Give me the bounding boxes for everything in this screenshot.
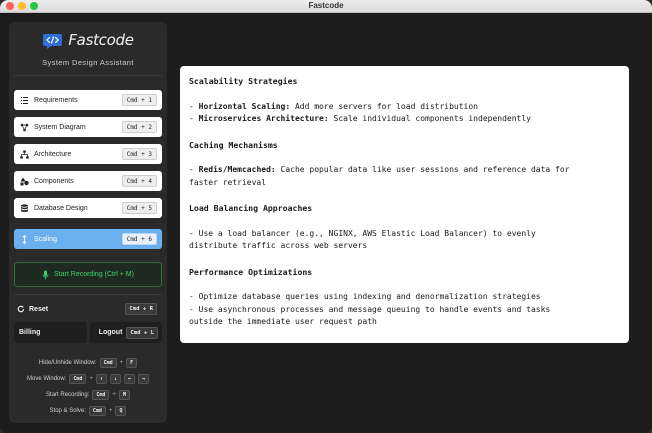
content-section [189,266,620,329]
content-section [189,202,620,253]
shortcut-badge: Cmd + 6 [122,233,157,245]
window-title: Fastcode [308,1,344,10]
shortcut-badge: Cmd + 1 [122,94,157,106]
sidebar [9,22,167,423]
reset-button[interactable] [17,302,157,316]
network-icon [20,123,29,132]
bullet-item [189,113,620,126]
logout-label: Logout [98,329,123,336]
section-heading: Performance Optimizations [189,266,313,277]
bullet-prefix: - [189,304,199,314]
section-heading: Load Balancing Approaches [189,203,313,213]
record-label: Start Recording (Ctrl + M) [54,271,134,278]
shortcut-label: Move Window: [27,376,67,382]
key-badge: Cmd [92,390,109,400]
bullet-item [189,228,620,253]
content-section [189,75,620,126]
key-badge: ← [124,374,135,384]
nav-components[interactable] [14,171,162,191]
shortcut-badge: Cmd + L [126,327,158,339]
bullet-prefix: - [189,165,199,174]
bullet-text: Use asynchronous processes and message queuing to handle events and tasks outside the immediate user request path [189,304,551,326]
shortcut-row [9,387,167,403]
nav-scaling[interactable] [14,229,162,249]
nav-system-diagram[interactable] [14,117,162,137]
shortcut-row [9,355,167,371]
section-heading: Scalability Strategies [189,76,298,86]
app-content [0,13,652,433]
bullet-bold: Horizontal Scaling: [198,101,291,111]
bullet-text: Optimize database queries using indexing and denormalization strategies [198,292,541,301]
logout-button[interactable] [90,322,162,343]
bullet-text: Use a load balancer (e.g., NGINX, AWS Elastic Load Balancer) to evenly distribute traffic across web servers [189,228,536,250]
refresh-icon [17,305,25,313]
shapes-icon [20,177,29,186]
nav-label: Components [34,177,74,185]
shortcut-row [9,403,167,419]
nav-requirements[interactable] [14,90,162,110]
key-badge: ↓ [110,374,121,384]
bullet-item [189,304,620,329]
key-badge: Cmd [69,374,86,384]
list-icon [20,96,29,105]
nav-label: Database Design [34,204,88,212]
billing-label: Billing [19,329,41,336]
divider [14,75,162,76]
nav-label: Architecture [34,150,72,158]
bullet-prefix: - [189,228,199,238]
nav-label: Scaling [34,235,57,243]
bullet-prefix: - [189,114,199,123]
plus-sign: + [108,408,113,414]
reset-label: Reset [29,305,49,313]
bullet-item [189,101,620,114]
bullet-bold: Microservices Architecture: [198,114,329,123]
scaling-content-panel [180,66,629,343]
section-heading: Caching Mechanisms [189,139,278,150]
nav-label: Requirements [34,96,78,104]
billing-button[interactable] [14,322,87,343]
logo-text: Fastcode [68,31,134,49]
shortcut-label: Stop & Solve: [49,408,86,414]
start-recording-button[interactable] [14,262,162,287]
bullet-prefix: - [189,101,199,111]
key-badge: Cmd [89,406,106,416]
bullet-item [189,164,620,189]
shortcut-badge: Cmd + 2 [122,121,157,133]
hierarchy-icon [20,150,29,159]
arrows-vertical-icon [20,235,29,244]
bullet-text: Cache popular data like user sessions and reference data for faster retrieval [189,165,570,187]
nav-label: System Diagram [34,123,86,131]
microphone-icon [42,270,49,280]
shortcut-list [9,355,167,419]
shortcut-label: Start Recording: [46,392,90,398]
shortcut-badge: Cmd + 3 [122,148,157,160]
key-badge: Cmd [100,358,117,368]
key-badge: → [138,374,149,384]
content-section [189,139,620,190]
key-badge: Q [115,406,126,416]
app-subtitle: System Design Assistant [42,58,134,67]
code-bubble-icon [42,32,63,49]
key-badge: ↑ [96,374,107,384]
key-badge: F [126,358,137,368]
nav-database-design[interactable] [14,198,162,218]
logo [9,31,167,49]
database-icon [20,204,29,213]
plus-sign: + [112,392,116,398]
key-badge: M [119,390,130,400]
shortcut-badge: Cmd + 5 [122,202,157,214]
bullet-text: Scale individual components independently [328,114,531,123]
plus-sign: + [89,376,93,382]
nav-architecture[interactable] [14,144,162,164]
shortcut-label: Hide/Unhide Window: [38,360,97,366]
bullet-item [189,291,620,304]
divider [14,294,162,295]
shortcut-badge: Cmd + 4 [122,175,157,187]
shortcut-row [9,371,167,387]
plus-sign: + [119,360,124,366]
title-bar [0,0,652,13]
bullet-text: Add more servers for load distribution [290,101,478,111]
shortcut-badge: Cmd + R [125,303,157,315]
bullet-prefix: - [189,292,199,301]
bullet-bold: Redis/Memcached: [198,165,276,174]
